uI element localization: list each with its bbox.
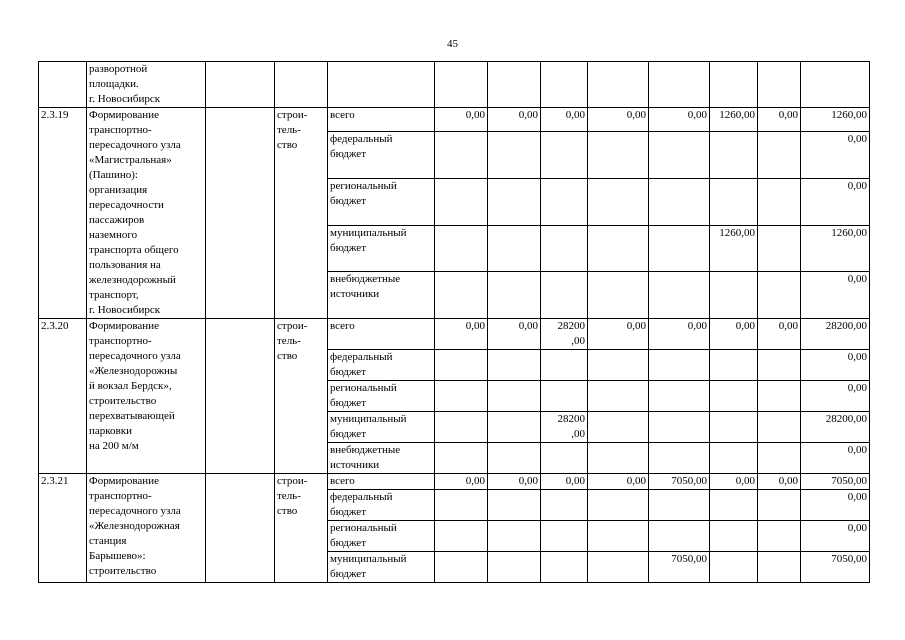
activity-type-line: ство xyxy=(277,505,298,517)
total-value-cell xyxy=(801,412,870,443)
year-value-cell xyxy=(488,319,541,350)
value-line: 0,00 xyxy=(518,109,538,121)
empty-cell xyxy=(275,62,328,108)
year-value-cell xyxy=(758,474,801,490)
year-value-cell xyxy=(710,132,758,179)
year-value-cell xyxy=(488,272,541,319)
value-line: 0,00 xyxy=(778,475,798,487)
project-name-line: й вокзал Бердск», xyxy=(89,380,172,392)
project-name-line: Формирование xyxy=(89,320,159,332)
project-name-line: наземного xyxy=(89,229,138,241)
total-value-cell xyxy=(801,381,870,412)
activity-type-line: тель- xyxy=(277,490,301,502)
year-value-cell xyxy=(758,225,801,272)
year-value-cell xyxy=(758,381,801,412)
year-value-cell xyxy=(649,552,710,583)
total-value-cell xyxy=(801,132,870,179)
value-line: 0,00 xyxy=(847,273,867,286)
value-line: 1260,00 xyxy=(831,109,867,121)
funding-source-line: региональный xyxy=(330,179,397,192)
value-line: 0,00 xyxy=(565,475,585,487)
year-value-cell xyxy=(710,443,758,474)
project-name-line: г. Новосибирск xyxy=(89,304,161,316)
project-name-line: пересадочного узла xyxy=(89,139,181,151)
project-name-line: пересадочного узла xyxy=(89,505,181,517)
year-value-cell xyxy=(710,490,758,521)
value-line: 7050,00 xyxy=(831,553,867,565)
value-line: 0,00 xyxy=(687,109,707,121)
value-line: 28200,00 xyxy=(825,413,867,425)
project-name-line: перехватывающей xyxy=(89,410,175,422)
year-value-cell xyxy=(758,108,801,132)
year-value-cell xyxy=(541,108,588,132)
funding-source-line: бюджет xyxy=(330,537,366,549)
year-value-cell xyxy=(488,552,541,583)
year-value-cell xyxy=(649,225,710,272)
project-code-cell xyxy=(39,474,87,583)
funding-source-line: источники xyxy=(330,288,380,301)
year-value-cell xyxy=(435,350,488,381)
activity-type-line: тель- xyxy=(277,335,301,347)
value-line: 1260,00 xyxy=(719,109,755,121)
year-value-cell xyxy=(758,178,801,225)
year-value-cell xyxy=(541,350,588,381)
year-value-cell xyxy=(588,178,649,225)
year-value-cell xyxy=(435,178,488,225)
project-name-line: пересадочности xyxy=(89,199,164,211)
year-value-cell xyxy=(435,443,488,474)
empty-cell xyxy=(541,62,588,108)
project-name-cell xyxy=(87,474,206,583)
value-line: 0,00 xyxy=(847,133,867,146)
project-name-cell xyxy=(87,319,206,474)
total-value-cell xyxy=(801,443,870,474)
project-name-line: Формирование xyxy=(89,109,159,121)
year-value-cell xyxy=(435,490,488,521)
funding-source-line: бюджет xyxy=(330,366,366,378)
value-line: 0,00 xyxy=(687,320,707,332)
project-name-line: «Железнодорожны xyxy=(89,365,178,377)
project-name-line: «Железнодорожная xyxy=(89,520,180,532)
year-value-cell xyxy=(710,381,758,412)
year-value-cell xyxy=(710,319,758,350)
value-line: 28200,00 xyxy=(825,320,867,332)
total-value-cell xyxy=(801,521,870,552)
year-value-cell xyxy=(541,443,588,474)
year-value-cell xyxy=(541,521,588,552)
year-value-cell xyxy=(649,412,710,443)
funding-source-line: региональный xyxy=(330,382,397,394)
year-value-cell xyxy=(758,319,801,350)
project-name-line: Формирование xyxy=(89,475,159,487)
project-name-line: площадки. xyxy=(89,78,139,90)
funding-source-cell xyxy=(328,381,435,412)
year-value-cell xyxy=(758,490,801,521)
activity-type-cell xyxy=(275,474,328,583)
empty-cell xyxy=(488,62,541,108)
year-value-cell xyxy=(649,474,710,490)
year-value-cell xyxy=(588,490,649,521)
project-code: 2.3.21 xyxy=(41,475,69,487)
project-name-line: «Магистральная» xyxy=(89,154,172,166)
year-value-cell xyxy=(488,381,541,412)
funding-source-line: региональный xyxy=(330,522,397,534)
value-line: 0,00 xyxy=(465,320,485,332)
year-value-cell xyxy=(435,552,488,583)
year-value-cell xyxy=(541,225,588,272)
year-value-cell xyxy=(435,132,488,179)
year-value-cell xyxy=(541,381,588,412)
value-line: 0,00 xyxy=(626,109,646,121)
activity-type-line: строи- xyxy=(277,320,308,332)
value-line: 0,00 xyxy=(626,475,646,487)
year-value-cell xyxy=(541,272,588,319)
project-name-line: на 200 м/м xyxy=(89,440,139,452)
year-value-cell xyxy=(588,381,649,412)
budget-table xyxy=(38,61,870,583)
value-line: 0,00 xyxy=(847,522,867,534)
year-value-cell xyxy=(758,272,801,319)
value-line: 0,00 xyxy=(626,320,646,332)
project-name-line: станция xyxy=(89,535,127,547)
year-value-cell xyxy=(710,350,758,381)
activity-type-line: ство xyxy=(277,350,298,362)
year-value-cell xyxy=(710,412,758,443)
year-value-cell xyxy=(588,521,649,552)
project-code-cell xyxy=(39,108,87,319)
table-body xyxy=(39,62,870,583)
funding-source-cell xyxy=(328,272,435,319)
table-row xyxy=(39,108,870,132)
executor-cell xyxy=(206,319,275,474)
activity-type-cell xyxy=(275,108,328,319)
funding-source-cell xyxy=(328,521,435,552)
project-code: 2.3.19 xyxy=(41,109,69,121)
year-value-cell xyxy=(649,178,710,225)
year-value-cell xyxy=(588,319,649,350)
value-line: 28200 xyxy=(557,413,585,425)
page-number: 45 xyxy=(447,38,458,50)
year-value-cell xyxy=(710,225,758,272)
value-line: 0,00 xyxy=(847,491,867,503)
year-value-cell xyxy=(758,350,801,381)
funding-source-line: федеральный xyxy=(330,351,393,363)
total-value-cell xyxy=(801,178,870,225)
empty-cell xyxy=(328,62,435,108)
project-name-line: пересадочного узла xyxy=(89,350,181,362)
table-row xyxy=(39,474,870,490)
year-value-cell xyxy=(649,381,710,412)
funding-source-cell xyxy=(328,108,435,132)
project-name-line: пользования на xyxy=(89,259,161,271)
value-line: 7050,00 xyxy=(671,553,707,565)
year-value-cell xyxy=(588,132,649,179)
year-value-cell xyxy=(758,132,801,179)
value-line: 28200 xyxy=(557,320,585,332)
total-value-cell xyxy=(801,108,870,132)
table-row xyxy=(39,319,870,350)
year-value-cell xyxy=(435,381,488,412)
year-value-cell xyxy=(588,552,649,583)
year-value-cell xyxy=(710,108,758,132)
project-code: 2.3.20 xyxy=(41,320,69,332)
value-line: 0,00 xyxy=(735,475,755,487)
year-value-cell xyxy=(710,178,758,225)
activity-type-line: ство xyxy=(277,139,298,151)
funding-source-line: бюджет xyxy=(330,241,366,254)
project-name-line: транспорта общего xyxy=(89,244,179,256)
year-value-cell xyxy=(435,474,488,490)
year-value-cell xyxy=(435,108,488,132)
empty-cell xyxy=(588,62,649,108)
year-value-cell xyxy=(710,272,758,319)
year-value-cell xyxy=(488,474,541,490)
project-name-line: г. Новосибирск xyxy=(89,93,161,105)
value-line: 7050,00 xyxy=(831,475,867,487)
year-value-cell xyxy=(649,490,710,521)
year-value-cell xyxy=(435,521,488,552)
project-name-line: пассажиров xyxy=(89,214,145,226)
year-value-cell xyxy=(588,443,649,474)
funding-source-line: бюджет xyxy=(330,568,366,580)
value-line: 0,00 xyxy=(465,109,485,121)
project-name-line: транспортно- xyxy=(89,490,152,502)
year-value-cell xyxy=(649,350,710,381)
funding-source-cell xyxy=(328,552,435,583)
year-value-cell xyxy=(488,225,541,272)
project-name-line: парковки xyxy=(89,425,132,437)
project-name-line: железнодорожный xyxy=(89,274,176,286)
funding-source-cell xyxy=(328,178,435,225)
activity-type-line: строи- xyxy=(277,475,308,487)
empty-cell xyxy=(801,62,870,108)
value-line: 1260,00 xyxy=(719,226,755,239)
funding-source-cell xyxy=(328,350,435,381)
year-value-cell xyxy=(588,474,649,490)
project-name-line: транспорт, xyxy=(89,289,139,301)
empty-cell xyxy=(435,62,488,108)
year-value-cell xyxy=(649,272,710,319)
value-line: 0,00 xyxy=(518,475,538,487)
funding-source-line: всего xyxy=(330,109,355,121)
total-value-cell xyxy=(801,474,870,490)
year-value-cell xyxy=(435,319,488,350)
year-value-cell xyxy=(488,521,541,552)
year-value-cell xyxy=(588,350,649,381)
year-value-cell xyxy=(649,521,710,552)
funding-source-cell xyxy=(328,490,435,521)
empty-cell xyxy=(710,62,758,108)
funding-source-cell xyxy=(328,443,435,474)
year-value-cell xyxy=(649,443,710,474)
funding-source-cell xyxy=(328,474,435,490)
year-value-cell xyxy=(435,225,488,272)
funding-source-line: внебюджетные xyxy=(330,444,401,456)
funding-source-line: муниципальный xyxy=(330,226,407,239)
year-value-cell xyxy=(588,272,649,319)
activity-type-cell xyxy=(275,319,328,474)
project-name-cell xyxy=(87,108,206,319)
project-name-line: разворотной xyxy=(89,63,148,75)
funding-source-line: источники xyxy=(330,459,380,471)
year-value-cell xyxy=(541,132,588,179)
year-value-cell xyxy=(488,412,541,443)
funding-source-line: всего xyxy=(330,475,355,487)
project-code-cell xyxy=(39,319,87,474)
year-value-cell xyxy=(541,319,588,350)
empty-cell xyxy=(649,62,710,108)
year-value-cell xyxy=(758,521,801,552)
funding-source-line: бюджет xyxy=(330,397,366,409)
funding-source-line: бюджет xyxy=(330,148,366,161)
project-name-line: строительство xyxy=(89,565,157,577)
activity-type-line: тель- xyxy=(277,124,301,136)
funding-source-line: федеральный xyxy=(330,133,393,146)
funding-source-line: бюджет xyxy=(330,194,366,207)
funding-source-cell xyxy=(328,412,435,443)
year-value-cell xyxy=(649,108,710,132)
year-value-cell xyxy=(649,132,710,179)
empty-cell xyxy=(206,62,275,108)
total-value-cell xyxy=(801,272,870,319)
year-value-cell xyxy=(541,412,588,443)
project-name-line: Барышево»: xyxy=(89,550,146,562)
funding-source-cell xyxy=(328,132,435,179)
value-line: 0,00 xyxy=(847,351,867,363)
value-line: ,00 xyxy=(571,335,585,347)
funding-source-cell xyxy=(328,319,435,350)
value-line: ,00 xyxy=(571,428,585,440)
funding-source-line: бюджет xyxy=(330,428,366,440)
year-value-cell xyxy=(488,350,541,381)
value-line: 0,00 xyxy=(778,320,798,332)
project-name-line: организация xyxy=(89,184,148,196)
value-line: 0,00 xyxy=(565,109,585,121)
value-line: 0,00 xyxy=(847,382,867,394)
year-value-cell xyxy=(488,132,541,179)
year-value-cell xyxy=(541,552,588,583)
total-value-cell xyxy=(801,490,870,521)
year-value-cell xyxy=(488,443,541,474)
year-value-cell xyxy=(588,412,649,443)
project-name-line: строительство xyxy=(89,395,157,407)
funding-source-line: всего xyxy=(330,320,355,332)
year-value-cell xyxy=(488,490,541,521)
year-value-cell xyxy=(541,474,588,490)
year-value-cell xyxy=(588,225,649,272)
value-line: 0,00 xyxy=(465,475,485,487)
funding-source-line: федеральный xyxy=(330,491,393,503)
funding-source-cell xyxy=(328,225,435,272)
table-row xyxy=(39,62,870,108)
total-value-cell xyxy=(801,350,870,381)
year-value-cell xyxy=(435,272,488,319)
value-line: 0,00 xyxy=(778,109,798,121)
year-value-cell xyxy=(710,552,758,583)
funding-source-line: муниципальный xyxy=(330,413,407,425)
funding-source-line: внебюджетные xyxy=(330,273,401,286)
year-value-cell xyxy=(758,412,801,443)
activity-type-line: строи- xyxy=(277,109,308,121)
value-line: 0,00 xyxy=(518,320,538,332)
year-value-cell xyxy=(758,552,801,583)
funding-source-line: муниципальный xyxy=(330,553,407,565)
year-value-cell xyxy=(588,108,649,132)
year-value-cell xyxy=(435,412,488,443)
total-value-cell xyxy=(801,552,870,583)
value-line: 0,00 xyxy=(735,320,755,332)
total-value-cell xyxy=(801,319,870,350)
year-value-cell xyxy=(541,490,588,521)
value-line: 7050,00 xyxy=(671,475,707,487)
year-value-cell xyxy=(710,521,758,552)
year-value-cell xyxy=(488,108,541,132)
value-line: 1260,00 xyxy=(831,226,867,239)
project-name-line: (Пашино): xyxy=(89,169,138,181)
total-value-cell xyxy=(801,225,870,272)
funding-source-line: бюджет xyxy=(330,506,366,518)
year-value-cell xyxy=(488,178,541,225)
year-value-cell xyxy=(758,443,801,474)
project-code-cell xyxy=(39,62,87,108)
executor-cell xyxy=(206,474,275,583)
year-value-cell xyxy=(710,474,758,490)
year-value-cell xyxy=(649,319,710,350)
year-value-cell xyxy=(541,178,588,225)
project-name-cell xyxy=(87,62,206,108)
executor-cell xyxy=(206,108,275,319)
project-name-line: транспортно- xyxy=(89,335,152,347)
value-line: 0,00 xyxy=(847,179,867,192)
empty-cell xyxy=(758,62,801,108)
project-name-line: транспортно- xyxy=(89,124,152,136)
value-line: 0,00 xyxy=(847,444,867,456)
